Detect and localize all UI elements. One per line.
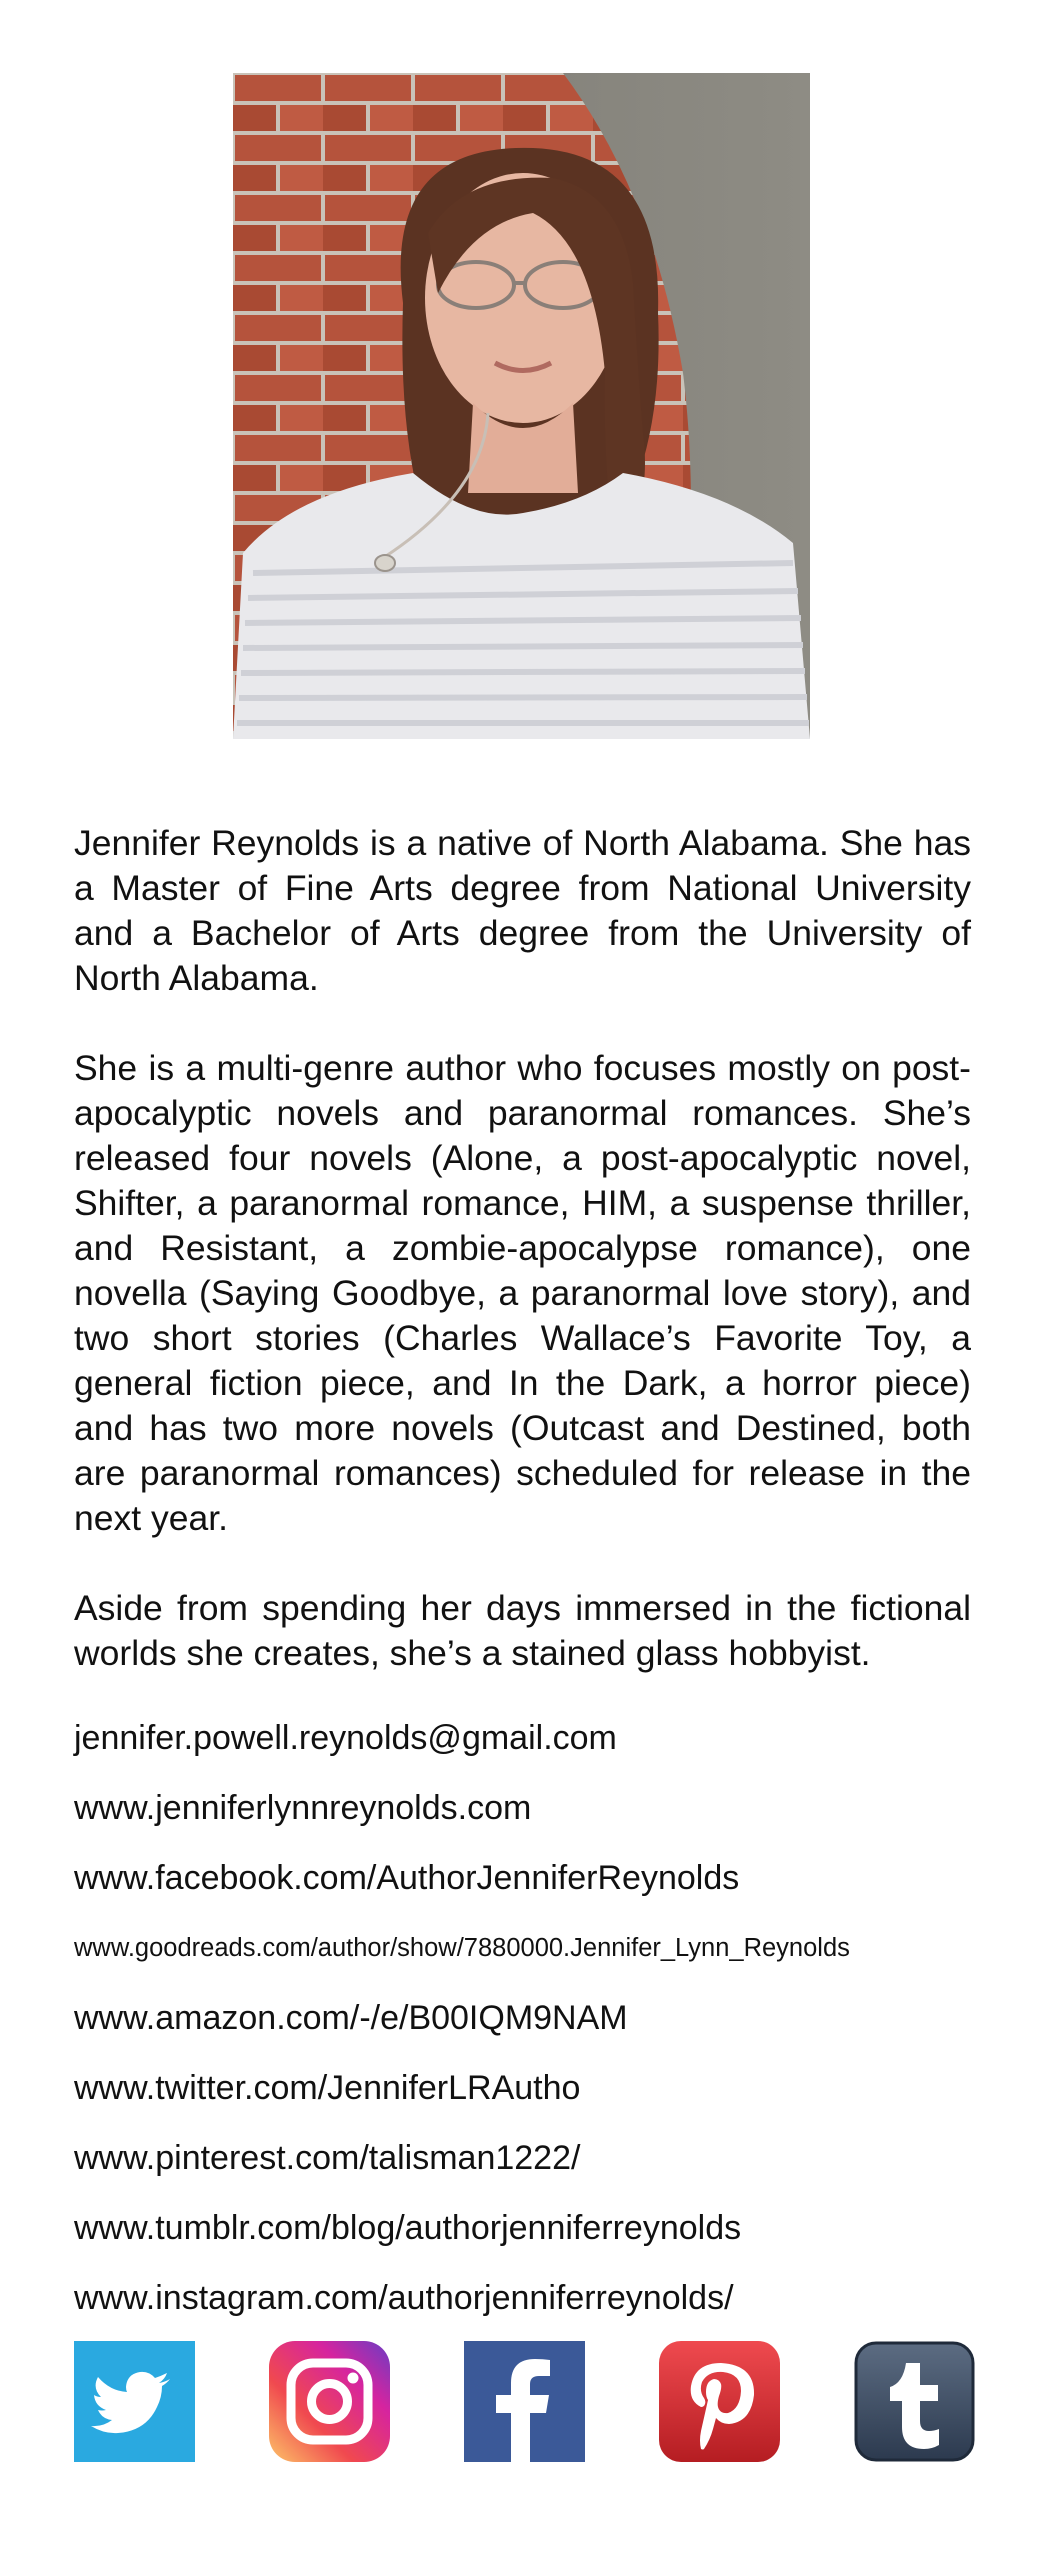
instagram-icon[interactable] (269, 2341, 390, 2462)
facebook-link[interactable]: www.facebook.com/AuthorJenniferReynolds (74, 1859, 740, 1897)
goodreads-link[interactable]: www.goodreads.com/author/show/7880000.Jennifer_Lynn_Reynolds (74, 1934, 850, 1962)
contact-links (74, 1716, 1034, 2346)
twitter-icon[interactable] (74, 2341, 195, 2462)
twitter-link[interactable]: www.twitter.com/JenniferLRAutho (74, 2069, 581, 2107)
bio-paragraph: Jennifer Reynolds is a native of North Alabama. She has a Master of Fine Arts degree from National University and a Bachelor of Arts degree from the University of North Alabama. (74, 823, 971, 998)
tumblr-icon[interactable] (854, 2341, 975, 2462)
author-photo (233, 73, 810, 739)
pinterest-link[interactable]: www.pinterest.com/talisman1222/ (74, 2139, 581, 2177)
author-portrait-icon (233, 73, 810, 739)
facebook-icon[interactable] (464, 2341, 585, 2462)
instagram-link[interactable]: www.instagram.com/authorjenniferreynolds/ (74, 2279, 734, 2317)
tumblr-link[interactable]: www.tumblr.com/blog/authorjenniferreynolds (74, 2209, 742, 2247)
email-link[interactable]: jennifer.powell.reynolds@gmail.com (74, 1719, 617, 1757)
bio-paragraph: She is a multi-genre author who focuses mostly on post-apocalyptic novels and paranormal romances. She’s released four novels (Alone, a post-apocalyptic novel, Shifter, a paranormal romance, HIM, a suspense thriller, and Resistant, a zombie-apocalypse romance), one novella (Saying Goodbye, a paranormal love story), and two short stories (Charles Wallace’s Favorite Toy, a general fiction piece, and In the Dark, a horror piece) and has two more novels (Outcast and Destined, both are paranormal romances) scheduled for release in the next year. (74, 1048, 971, 1538)
amazon-link[interactable]: www.amazon.com/-/e/B00IQM9NAM (74, 1999, 628, 2037)
bio-paragraph: Aside from spending her days immersed in the fictional worlds she creates, she’s a stained glass hobbyist. (74, 1588, 971, 1673)
author-bio (74, 821, 971, 1676)
pinterest-icon[interactable] (659, 2341, 780, 2462)
website-link[interactable]: www.jenniferlynnreynolds.com (74, 1789, 532, 1827)
